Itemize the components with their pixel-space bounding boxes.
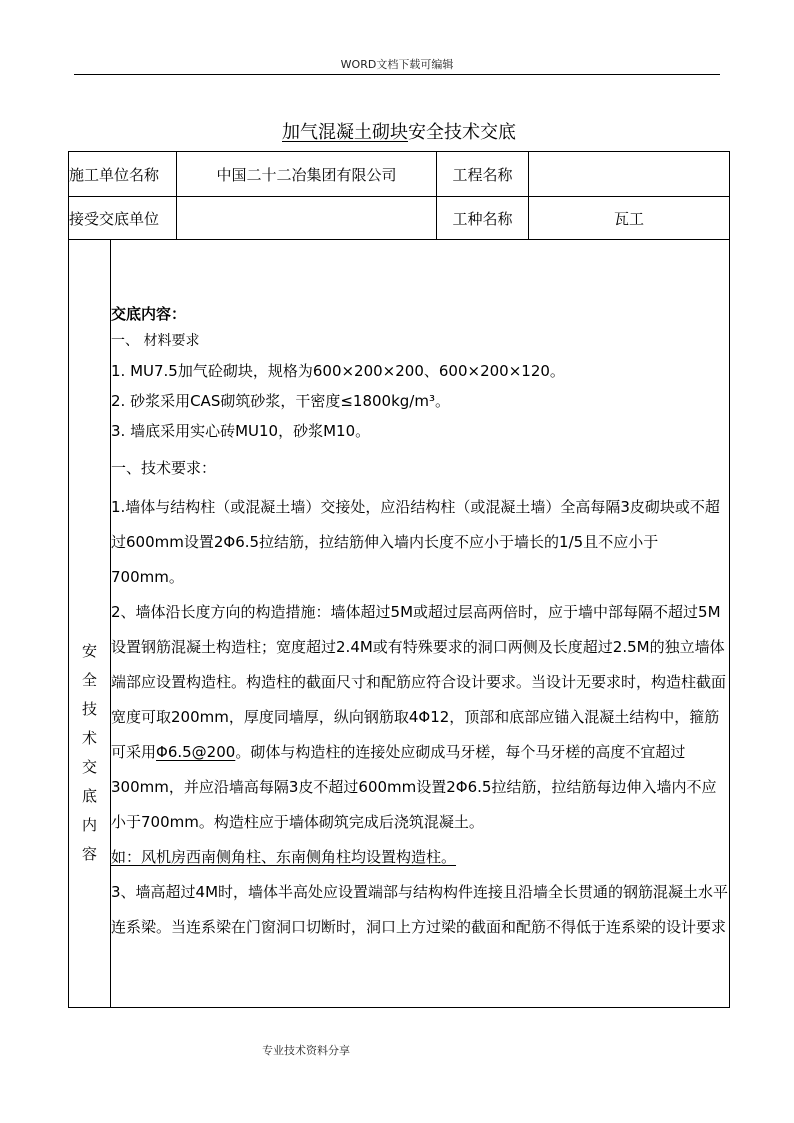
unit-value: 中国二十二冶集团有限公司	[177, 152, 437, 197]
document-title	[69, 118, 729, 144]
table-row	[69, 197, 730, 240]
header-divider	[74, 74, 720, 75]
page-header: WORD文档下载可编辑	[340, 58, 454, 71]
project-value	[529, 152, 730, 197]
side-char: 术	[81, 729, 97, 747]
page-footer: 专业技术资料分享	[262, 1044, 350, 1057]
example-text: 如：风机房西南侧角柱、东南侧角柱均设置构造柱。	[111, 848, 457, 866]
content-heading: 交底内容：	[111, 305, 187, 323]
side-char: 交	[81, 758, 97, 776]
paragraph-text: 2、墙体沿长度方向的构造措施：墙体超过5M或超过层高两倍时，应于墙中部每隔不超过5M设置钢筋混凝土构造柱；宽度超过2.4M或有特殊要求的洞口两侧及长度超过2.5M的独立墙体端部应设置构造柱。构造柱的截面尺寸和配筋应符合设计要求。当设计无要求时，构造柱截面宽度可取200mm，厚度同墙厚，纵向钢筋取4Φ12，顶部和底部应锚入混凝土结构中，箍筋可采用	[111, 603, 727, 761]
section-technical: 一、技术要求：	[111, 459, 217, 477]
example-note	[111, 840, 729, 875]
project-label: 工程名称	[437, 152, 529, 197]
list-item: 3. 墙底采用实心砖MU10，砂浆M10。	[111, 422, 371, 440]
table-row	[69, 152, 730, 197]
trade-label: 工种名称	[437, 197, 529, 240]
side-char: 容	[81, 845, 97, 863]
underlined-spec: Φ6.5@200	[156, 743, 236, 761]
list-item: 1. MU7.5加气砼砌块，规格为600×200×200、600×200×120。	[111, 362, 565, 380]
disclosure-table	[68, 151, 730, 1008]
side-label	[69, 240, 111, 1008]
unit-label: 施工单位名称	[69, 152, 177, 197]
side-char: 底	[81, 787, 97, 805]
title-underlined-part: 加气混凝土砌块	[282, 122, 408, 143]
paragraph: 1.墙体与结构柱（或混凝土墙）交接处，应沿结构柱（或混凝土墙）全高每隔3皮砌块或不超过600mm设置2Φ6.5拉结筋，拉结筋伸入墙内长度不应小于墙长的1/5且不应小于700mm。	[111, 498, 720, 586]
receiver-value	[177, 197, 437, 240]
receiver-label: 接受交底单位	[69, 197, 177, 240]
title-rest: 安全技术交底	[408, 122, 516, 143]
section-material: 一、 材料要求	[111, 333, 200, 349]
paragraph-text: 。砌体与构造柱的连接处应砌成马牙槎，每个马牙槎的高度不宜超过300mm，并应沿墙高每隔3皮不超过600mm设置2Φ6.5拉结筋，拉结筋每边伸入墙内不应小于700mm。构造柱应于墙体砌筑完成后浇筑混凝土。	[111, 743, 717, 831]
side-char: 技	[81, 700, 97, 718]
list-item: 2. 砂浆采用CAS砌筑砂浆，干密度≤1800kg/m³。	[111, 392, 450, 410]
side-char: 内	[81, 816, 97, 834]
trade-value: 瓦工	[529, 197, 730, 240]
side-char: 全	[81, 671, 97, 689]
disclosure-content	[111, 240, 730, 1008]
paragraph	[111, 595, 729, 840]
side-char: 安	[81, 642, 97, 660]
table-row	[69, 240, 730, 1008]
paragraph: 3、墙高超过4M时，墙体半高处应设置端部与结构构件连接且沿墙全长贯通的钢筋混凝土水平连系梁。当连系梁在门窗洞口切断时，洞口上方过梁的截面和配筋不得低于连系梁的设计要求	[111, 883, 729, 936]
